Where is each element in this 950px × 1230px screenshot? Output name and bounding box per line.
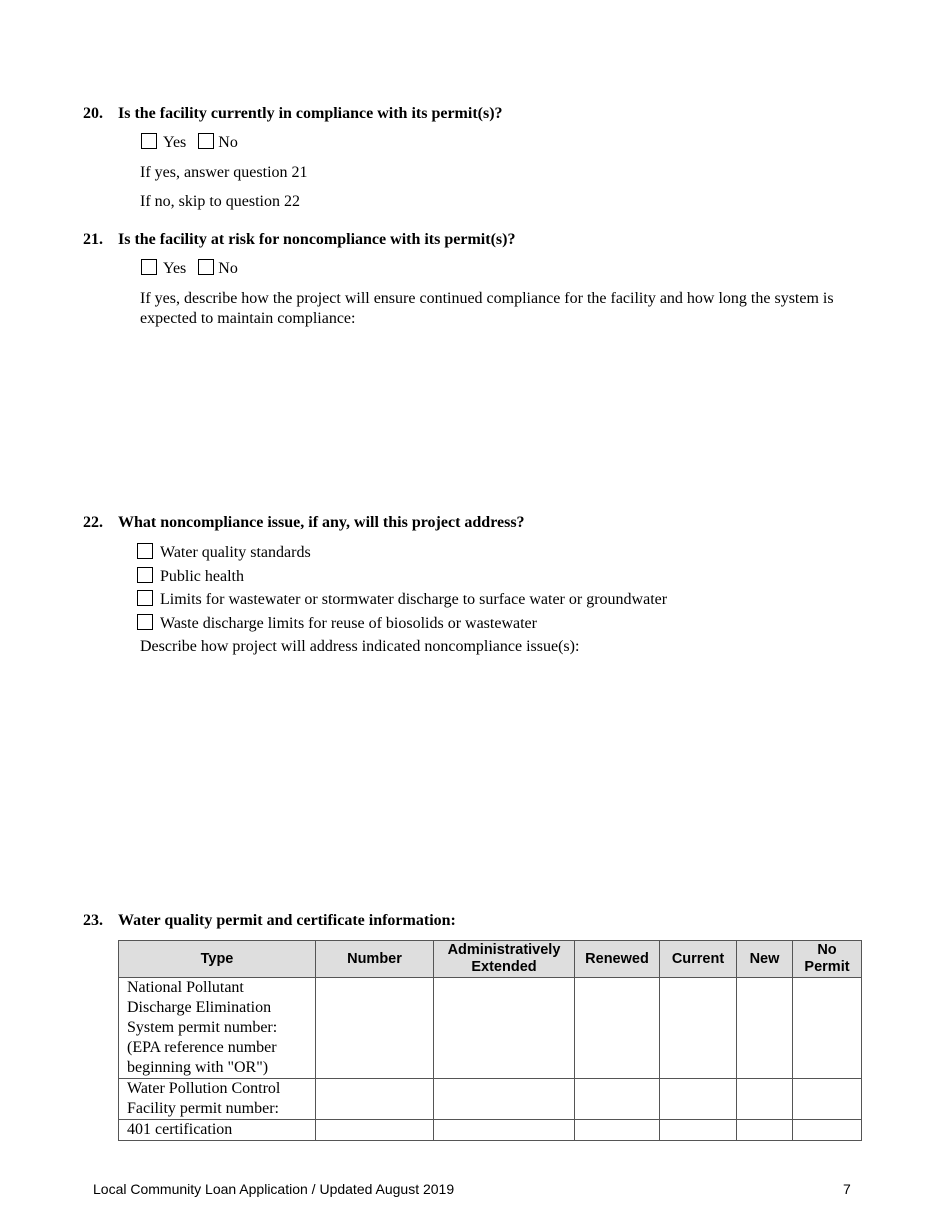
cell-input[interactable] <box>434 1120 575 1141</box>
cell-input[interactable] <box>737 1120 793 1141</box>
q20-no-checkbox[interactable] <box>198 133 214 149</box>
q22-option-label: Waste discharge limits for reuse of biosolids or wastewater <box>160 615 537 632</box>
row-type-wpcf: Water Pollution Control Facility permit number: <box>119 1079 316 1120</box>
q21-number: 21. <box>83 231 103 248</box>
cell-input[interactable] <box>737 1079 793 1120</box>
column-header-admin-extended: Administratively Extended <box>434 941 575 978</box>
q22-option-checkbox[interactable] <box>137 543 153 559</box>
cell-input[interactable] <box>434 978 575 1079</box>
q22-number: 22. <box>83 514 103 531</box>
q21-no-label: No <box>218 260 238 277</box>
q21-question: Is the facility at risk for noncompliance with its permit(s)? <box>118 231 516 248</box>
cell-input[interactable] <box>793 1079 862 1120</box>
cell-input[interactable] <box>793 1120 862 1141</box>
q22-option-label: Limits for wastewater or stormwater discharge to surface water or groundwater <box>160 591 668 608</box>
row-type-npdes: National Pollutant Discharge Elimination System permit number: (EPA reference number beginning with "OR") <box>119 978 316 1079</box>
q22-option-label: Public health <box>160 568 244 585</box>
q21-yes-checkbox[interactable] <box>141 259 157 275</box>
column-header-new: New <box>737 941 793 978</box>
q20-yes-checkbox[interactable] <box>141 133 157 149</box>
q20-number: 20. <box>83 105 103 122</box>
column-header-number: Number <box>316 941 434 978</box>
column-header-no-permit: No Permit <box>793 941 862 978</box>
table-row <box>119 1120 862 1141</box>
column-header-renewed: Renewed <box>575 941 660 978</box>
q21-no-checkbox[interactable] <box>198 259 214 275</box>
cell-input[interactable] <box>575 1120 660 1141</box>
q20-yes-label: Yes <box>163 134 187 151</box>
q22-option <box>137 543 311 562</box>
q21-yes-label: Yes <box>163 260 187 277</box>
q20-yes-no <box>141 133 238 152</box>
q22-option <box>137 567 244 586</box>
table-row <box>119 978 862 1079</box>
page-number: 7 <box>843 1181 851 1197</box>
cell-input[interactable] <box>793 978 862 1079</box>
cell-input[interactable] <box>660 978 737 1079</box>
q22-option-checkbox[interactable] <box>137 614 153 630</box>
q20-no-label: No <box>218 134 238 151</box>
cell-input[interactable] <box>316 1079 434 1120</box>
q20-note-yes: If yes, answer question 21 <box>140 164 308 181</box>
q23-question: Water quality permit and certificate information: <box>118 912 456 929</box>
q22-option <box>137 614 537 633</box>
cell-input[interactable] <box>660 1079 737 1120</box>
q21-instruction: If yes, describe how the project will ensure continued compliance for the facility and how long the system is expected to maintain compliance: <box>140 290 834 327</box>
column-header-type: Type <box>119 941 316 978</box>
table-header-row <box>119 941 862 978</box>
q22-instruction: Describe how project will address indicated noncompliance issue(s): <box>140 638 580 655</box>
table-row <box>119 1079 862 1120</box>
q22-option-label: Water quality standards <box>160 544 311 561</box>
cell-input[interactable] <box>575 978 660 1079</box>
q22-option-checkbox[interactable] <box>137 590 153 606</box>
column-header-current: Current <box>660 941 737 978</box>
q21-response-area[interactable] <box>140 335 865 505</box>
q23-number: 23. <box>83 912 103 929</box>
cell-input[interactable] <box>316 978 434 1079</box>
footer-title: Local Community Loan Application / Updated August 2019 <box>93 1181 455 1197</box>
cell-input[interactable] <box>316 1120 434 1141</box>
row-type-401: 401 certification <box>119 1120 316 1141</box>
q22-question: What noncompliance issue, if any, will this project address? <box>118 514 525 531</box>
q20-question: Is the facility currently in compliance with its permit(s)? <box>118 105 503 122</box>
cell-input[interactable] <box>737 978 793 1079</box>
q22-response-area[interactable] <box>140 665 865 895</box>
cell-input[interactable] <box>434 1079 575 1120</box>
q20-note-no: If no, skip to question 22 <box>140 193 300 210</box>
q22-option <box>137 590 667 609</box>
q21-yes-no <box>141 259 238 278</box>
cell-input[interactable] <box>575 1079 660 1120</box>
permit-table <box>118 940 862 1141</box>
q22-option-checkbox[interactable] <box>137 567 153 583</box>
cell-input[interactable] <box>660 1120 737 1141</box>
